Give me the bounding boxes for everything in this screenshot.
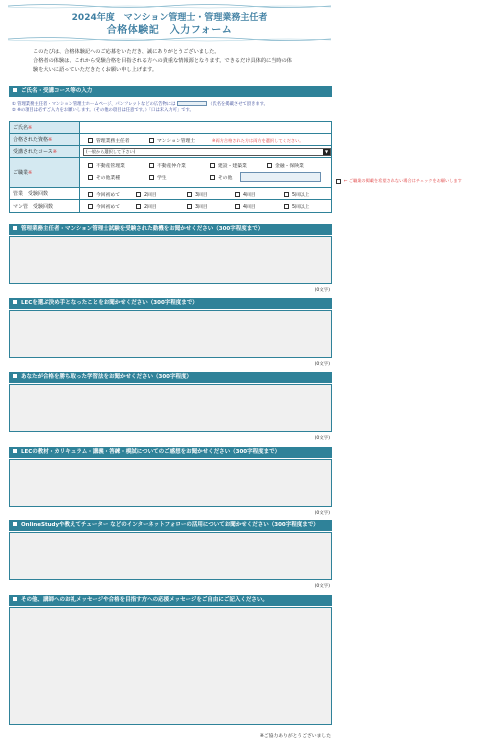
- section-title: ご氏名・受講コース等の入力: [21, 88, 93, 94]
- required-mark: ※: [48, 136, 53, 143]
- option-label: 5回以上: [292, 193, 310, 198]
- answer-textarea-message[interactable]: [9, 607, 332, 725]
- occupation-cell: [80, 158, 331, 187]
- label-text: ご職業: [13, 170, 29, 176]
- checkbox[interactable]: [136, 204, 141, 209]
- option-label: 不動産仲介業: [157, 164, 186, 169]
- section-bar-name: [9, 86, 332, 97]
- label-qualification: [10, 134, 80, 145]
- question-title: OnlineStudyや教えてチューター などのインターネットフォローの活用についてお聞かせください（300字程度まで）: [21, 522, 319, 528]
- row-man-count: [10, 200, 331, 212]
- label-text: ご氏名: [13, 125, 29, 131]
- qualification-warning: ※両方合格された方は両方を選択してください。: [212, 138, 304, 143]
- option-label: 管理業務主任者: [96, 139, 130, 144]
- question-bar-motivation: [9, 224, 332, 235]
- row-qualification: [10, 134, 331, 146]
- option-count[interactable]: [235, 203, 256, 210]
- option-label: 今回初めて: [96, 205, 120, 210]
- answer-textarea-materials[interactable]: [9, 459, 332, 507]
- option-count[interactable]: [136, 203, 157, 210]
- char-count: (0文字): [314, 362, 330, 367]
- course-cell: [80, 146, 331, 157]
- row-occupation: [10, 158, 331, 188]
- option-occupation[interactable]: [149, 174, 167, 181]
- label-course: [10, 146, 80, 157]
- row-course: [10, 146, 331, 158]
- question-title: LECを選ぶ決め手となったことをお聞かせください（300字程度まで）: [21, 300, 198, 306]
- label-occupation: [10, 158, 80, 187]
- row-name: [10, 122, 331, 134]
- hide-occupation-checkbox[interactable]: [336, 179, 341, 184]
- select-value: (一般から選択して下さい): [86, 149, 136, 154]
- checkbox[interactable]: [136, 192, 141, 197]
- question-title: LECの教材・カリキュラム・講義・答練・模試についてのご感想をお聞かせください（300字程度まで）: [21, 449, 281, 455]
- intro-line: 合格者の体験は、これから受験合格を目指される方への貴重な情報源となります。できるだけ具体的に当時の体: [33, 58, 292, 64]
- bullet-square-icon: [13, 449, 17, 453]
- option-count[interactable]: [136, 191, 157, 198]
- kanri-count-cell: [80, 188, 331, 199]
- checkbox[interactable]: [149, 138, 154, 143]
- page-title-line1: 2024年度 マンション管理士・管理業務主任者: [71, 13, 268, 23]
- form-notes: [12, 101, 332, 114]
- required-mark: ※: [28, 169, 33, 176]
- answer-textarea-method[interactable]: [9, 384, 332, 432]
- label-text: マン管 受験回数: [13, 203, 54, 210]
- option-occupation[interactable]: [149, 162, 186, 169]
- bullet-square-icon: [13, 522, 17, 526]
- option-occupation[interactable]: [88, 162, 125, 169]
- answer-textarea-reason[interactable]: [9, 310, 332, 358]
- checkbox[interactable]: [235, 204, 240, 209]
- char-count: (0文字): [314, 511, 330, 516]
- checkbox[interactable]: [88, 175, 93, 180]
- question-bar-materials: [9, 447, 332, 458]
- page-title-line2: 合格体験記 入力フォーム: [106, 25, 233, 36]
- header-ornament-bottom: [8, 36, 331, 42]
- row-kanri-count: [10, 188, 331, 200]
- question-bar-online: [9, 520, 332, 531]
- bullet-square-icon: [13, 374, 17, 378]
- checkbox[interactable]: [88, 163, 93, 168]
- checkbox[interactable]: [149, 175, 154, 180]
- label-text: 管業 受験回数: [13, 191, 49, 197]
- option-count[interactable]: [88, 203, 120, 210]
- occupation-other-input[interactable]: [240, 172, 321, 182]
- bullet-square-icon: [13, 300, 17, 304]
- label-name: [10, 122, 80, 133]
- option-label: 4回目: [243, 193, 256, 198]
- answer-textarea-motivation[interactable]: [9, 236, 332, 284]
- question-bar-message: [9, 595, 332, 606]
- option-label: 2回目: [144, 205, 157, 210]
- checkbox[interactable]: [88, 138, 93, 143]
- option-label: 建設・建築業: [218, 164, 247, 169]
- option-occupation[interactable]: [267, 162, 304, 169]
- option-label: その他: [218, 176, 233, 181]
- checkbox[interactable]: [187, 192, 192, 197]
- option-occupation-other[interactable]: [210, 174, 232, 181]
- option-label: 3回目: [195, 193, 208, 198]
- checkbox[interactable]: [284, 204, 289, 209]
- question-bar-reason: [9, 298, 332, 309]
- answer-textarea-online[interactable]: [9, 532, 332, 580]
- checkbox[interactable]: [267, 163, 272, 168]
- checkbox[interactable]: [210, 163, 215, 168]
- option-count[interactable]: [187, 191, 208, 198]
- bullet-square-icon: [13, 597, 17, 601]
- note-line1b: （氏名を掲載させて頂きます。: [208, 102, 268, 107]
- intro-line: 験を大いに語っていただきたくお願い申し上げます。: [33, 67, 158, 73]
- checkbox[interactable]: [88, 204, 93, 209]
- required-mark: ※: [52, 148, 57, 155]
- checkbox[interactable]: [187, 204, 192, 209]
- label-text: 受講されたコース: [13, 149, 53, 155]
- entry-form-table: [9, 121, 332, 213]
- label-kanri-count: [10, 188, 80, 199]
- char-count: (0文字): [314, 288, 330, 293]
- note-line1: ① 管理業務主任者・マンション管理士ホームページ、パンフレットなどの広告物には: [12, 102, 176, 107]
- label-man-count: [10, 200, 80, 212]
- option-label: 不動産管理業: [96, 164, 125, 169]
- thank-you-note: ※ご協力ありがとうございました: [259, 734, 331, 739]
- char-count: (0文字): [314, 436, 330, 441]
- option-count[interactable]: [284, 191, 309, 198]
- option-label: その他業種: [96, 176, 120, 181]
- name-input[interactable]: [80, 122, 331, 133]
- intro-text: [33, 48, 329, 75]
- intro-line: このたびは、合格体験記へのご応募をいただき、誠にありがとうございました。: [33, 49, 220, 55]
- note-line2: ② ※の項目は必ずご入力をお願いします。（その他の項目は任意です。）「口は未入力可」です。: [12, 108, 194, 113]
- chevron-down-icon[interactable]: ▼: [324, 149, 329, 154]
- option-occupation[interactable]: [210, 162, 247, 169]
- option-label: 3回目: [195, 205, 208, 210]
- option-label: マンション管理士: [157, 139, 196, 144]
- option-label: 学生: [157, 176, 167, 181]
- option-kanri[interactable]: [88, 137, 130, 144]
- question-title: 管理業務主任者・マンション管理士試験を受験された動機をお聞かせください（300字程度まで）: [21, 226, 264, 232]
- checkbox[interactable]: [235, 192, 240, 197]
- question-title: あなたが合格を勝ち取った学習法をお聞かせください（300字程度）: [21, 374, 192, 380]
- occupation-hide-note: [336, 178, 462, 184]
- option-label: 4回目: [243, 205, 256, 210]
- checkbox[interactable]: [88, 192, 93, 197]
- inline-notice-box: [177, 101, 207, 106]
- option-mankan[interactable]: [149, 137, 195, 144]
- char-count: (0文字): [314, 584, 330, 589]
- qualification-cell: [80, 134, 331, 145]
- course-select[interactable]: [83, 148, 331, 156]
- option-count[interactable]: [187, 203, 208, 210]
- option-count[interactable]: [88, 191, 120, 198]
- option-label: 今回初めて: [96, 193, 120, 198]
- option-count[interactable]: [235, 191, 256, 198]
- option-label: 5回以上: [292, 205, 310, 210]
- bullet-square-icon: [13, 226, 17, 230]
- checkbox[interactable]: [210, 175, 215, 180]
- checkbox[interactable]: [284, 192, 289, 197]
- option-label: 2回目: [144, 193, 157, 198]
- option-label: 金融・保険業: [275, 164, 304, 169]
- option-count[interactable]: [284, 203, 309, 210]
- question-bar-method: [9, 372, 332, 383]
- page-header: [8, 0, 331, 46]
- side-note-text: ← ご職業の掲載を希望されない場合はチェックをお願いします: [344, 178, 462, 183]
- bullet-square-icon: [13, 88, 17, 92]
- option-occupation[interactable]: [88, 174, 120, 181]
- header-ornament-top: [8, 3, 331, 9]
- question-title: その他、講師へのお礼メッセージや合格を目指す方への応援メッセージをご自由にご記入ください。: [21, 597, 268, 603]
- man-count-cell: [80, 200, 331, 212]
- label-text: 合格された資格: [13, 137, 49, 143]
- required-mark: ※: [28, 124, 33, 131]
- checkbox[interactable]: [149, 163, 154, 168]
